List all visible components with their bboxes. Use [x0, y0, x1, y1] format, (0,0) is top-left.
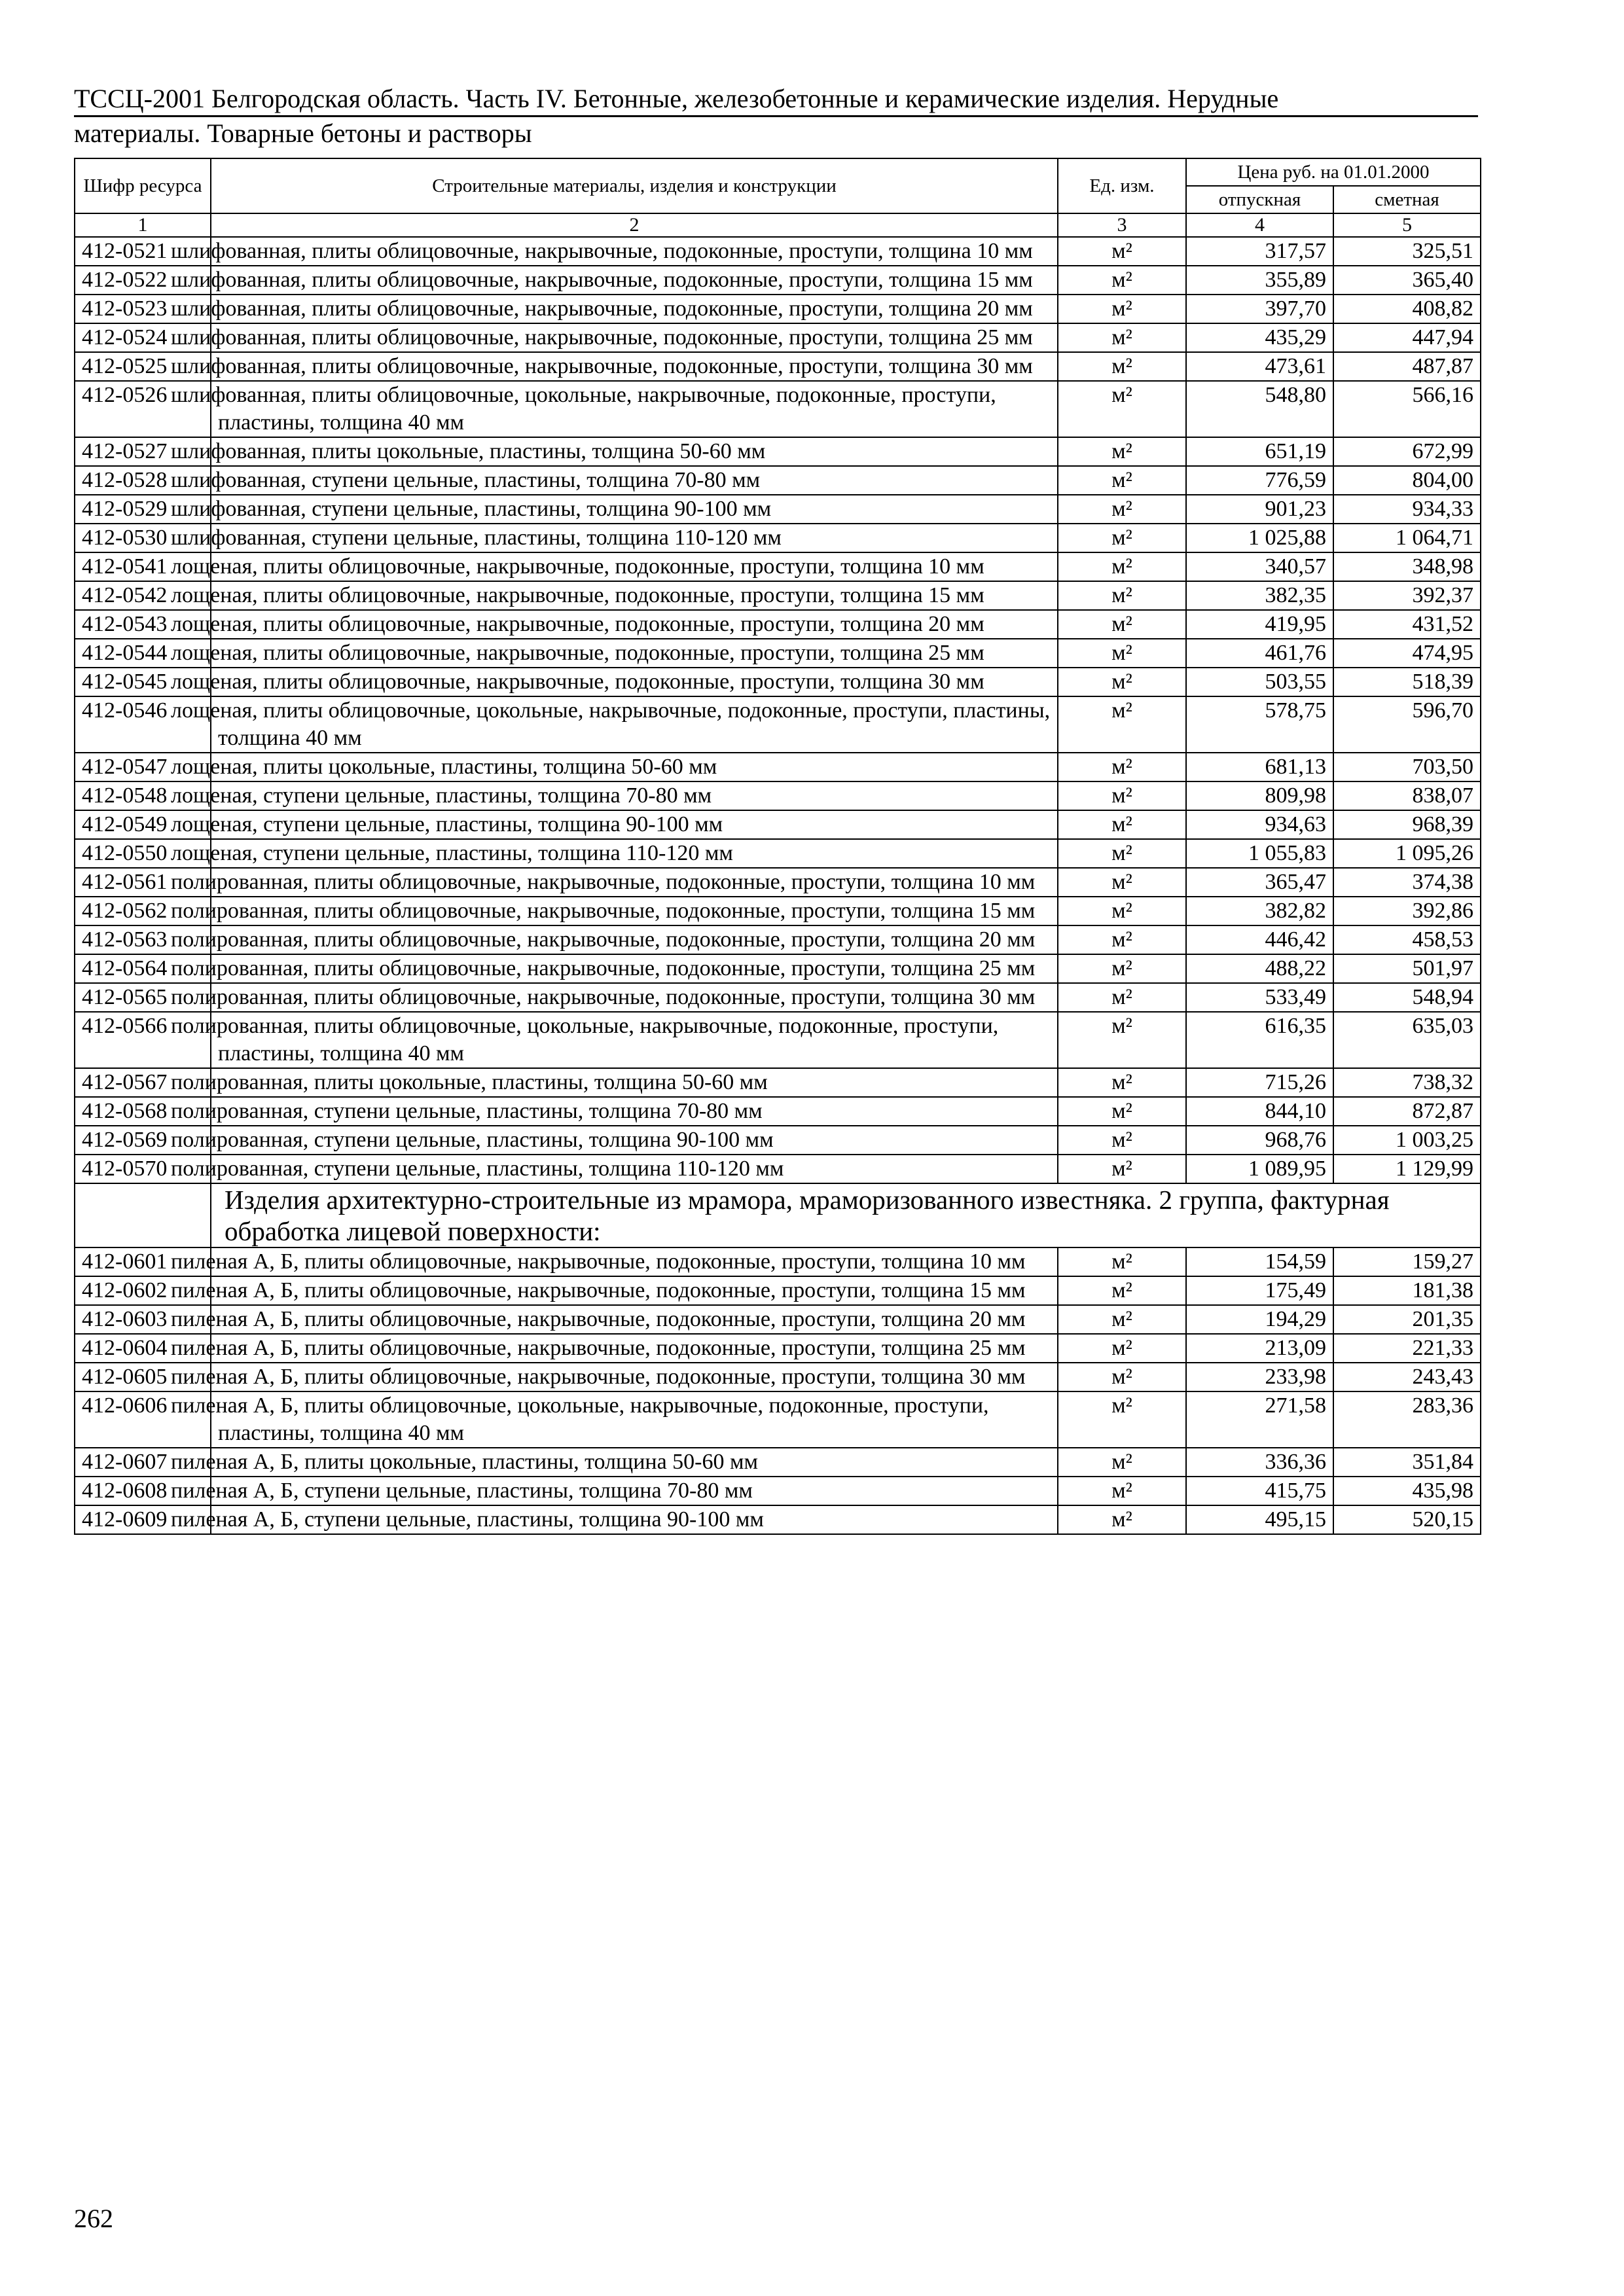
material-description: лощеная, плиты облицовочные, накрывочные, подоконные, проступи, толщина 15 мм	[211, 581, 1058, 610]
unit-of-measure: м²	[1058, 839, 1186, 868]
material-description: полированная, ступени цельные, пластины, толщина 70-80 мм	[211, 1097, 1058, 1126]
col-number: 3	[1058, 213, 1186, 237]
table-row	[75, 552, 1481, 581]
col-header-unit: Ед. изм.	[1058, 158, 1186, 213]
estimate-price: 431,52	[1333, 610, 1481, 639]
resource-code: 412-0561	[75, 868, 211, 897]
table-row	[75, 495, 1481, 524]
table-row	[75, 1305, 1481, 1334]
unit-of-measure: м²	[1058, 1334, 1186, 1363]
col-header-estimate: сметная	[1333, 186, 1481, 213]
release-price: 194,29	[1186, 1305, 1333, 1334]
col-header-price: Цена руб. на 01.01.2000	[1186, 158, 1481, 186]
release-price: 271,58	[1186, 1391, 1333, 1448]
unit-of-measure: м²	[1058, 323, 1186, 352]
resource-code: 412-0543	[75, 610, 211, 639]
release-price: 776,59	[1186, 466, 1333, 495]
estimate-price: 872,87	[1333, 1097, 1481, 1126]
estimate-price: 283,36	[1333, 1391, 1481, 1448]
material-description: лощеная, плиты облицовочные, накрывочные, подоконные, проступи, толщина 30 мм	[211, 668, 1058, 696]
resource-code: 412-0530	[75, 524, 211, 552]
estimate-price: 1 003,25	[1333, 1126, 1481, 1155]
material-description: пиленая А, Б, ступени цельные, пластины, толщина 70-80 мм	[211, 1477, 1058, 1505]
material-description: шлифованная, плиты цокольные, пластины, толщина 50-60 мм	[211, 437, 1058, 466]
release-price: 365,47	[1186, 868, 1333, 897]
release-price: 1 055,83	[1186, 839, 1333, 868]
release-price: 461,76	[1186, 639, 1333, 668]
col-header-release: отпускная	[1186, 186, 1333, 213]
table-row	[75, 266, 1481, 295]
unit-of-measure: м²	[1058, 753, 1186, 781]
column-number-row	[75, 213, 1481, 237]
resource-code: 412-0525	[75, 352, 211, 381]
table-row	[75, 237, 1481, 266]
table-row	[75, 1012, 1481, 1068]
unit-of-measure: м²	[1058, 897, 1186, 925]
document-header	[74, 84, 1478, 149]
release-price: 473,61	[1186, 352, 1333, 381]
release-price: 317,57	[1186, 237, 1333, 266]
unit-of-measure: м²	[1058, 868, 1186, 897]
resource-code: 412-0527	[75, 437, 211, 466]
estimate-price: 738,32	[1333, 1068, 1481, 1097]
table-row	[75, 1363, 1481, 1391]
material-description: шлифованная, ступени цельные, пластины, толщина 70-80 мм	[211, 466, 1058, 495]
col-number: 1	[75, 213, 211, 237]
unit-of-measure: м²	[1058, 1097, 1186, 1126]
release-price: 578,75	[1186, 696, 1333, 753]
release-price: 548,80	[1186, 381, 1333, 437]
unit-of-measure: м²	[1058, 983, 1186, 1012]
estimate-price: 243,43	[1333, 1363, 1481, 1391]
estimate-price: 351,84	[1333, 1448, 1481, 1477]
estimate-price: 838,07	[1333, 781, 1481, 810]
material-description: лощеная, ступени цельные, пластины, толщина 70-80 мм	[211, 781, 1058, 810]
unit-of-measure: м²	[1058, 1448, 1186, 1477]
resource-code: 412-0522	[75, 266, 211, 295]
release-price: 419,95	[1186, 610, 1333, 639]
material-description: пиленая А, Б, плиты облицовочные, накрывочные, подоконные, проступи, толщина 25 мм	[211, 1334, 1058, 1363]
unit-of-measure: м²	[1058, 925, 1186, 954]
resource-code: 412-0529	[75, 495, 211, 524]
table-row	[75, 1247, 1481, 1276]
unit-of-measure: м²	[1058, 466, 1186, 495]
resource-code: 412-0607	[75, 1448, 211, 1477]
table-row	[75, 839, 1481, 868]
resource-code: 412-0563	[75, 925, 211, 954]
unit-of-measure: м²	[1058, 552, 1186, 581]
unit-of-measure: м²	[1058, 1155, 1186, 1183]
estimate-price: 635,03	[1333, 1012, 1481, 1068]
resource-code: 412-0568	[75, 1097, 211, 1126]
resource-code: 412-0609	[75, 1505, 211, 1534]
header-line-1: ТССЦ-2001 Белгородская область. Часть IV. Бетонные, железобетонные и керамические изделия. Нерудные	[74, 84, 1478, 117]
table-row	[75, 1334, 1481, 1363]
estimate-price: 703,50	[1333, 753, 1481, 781]
unit-of-measure: м²	[1058, 1505, 1186, 1534]
estimate-price: 501,97	[1333, 954, 1481, 983]
material-description: шлифованная, плиты облицовочные, накрывочные, подоконные, проступи, толщина 25 мм	[211, 323, 1058, 352]
estimate-price: 1 095,26	[1333, 839, 1481, 868]
resource-code: 412-0569	[75, 1126, 211, 1155]
resource-code: 412-0528	[75, 466, 211, 495]
release-price: 533,49	[1186, 983, 1333, 1012]
col-number: 2	[211, 213, 1058, 237]
estimate-price: 374,38	[1333, 868, 1481, 897]
table-row	[75, 1126, 1481, 1155]
unit-of-measure: м²	[1058, 581, 1186, 610]
resource-code: 412-0542	[75, 581, 211, 610]
material-description: лощеная, ступени цельные, пластины, толщина 110-120 мм	[211, 839, 1058, 868]
resource-code: 412-0562	[75, 897, 211, 925]
resource-code: 412-0567	[75, 1068, 211, 1097]
material-description: лощеная, плиты облицовочные, накрывочные, подоконные, проступи, толщина 20 мм	[211, 610, 1058, 639]
estimate-price: 348,98	[1333, 552, 1481, 581]
estimate-price: 159,27	[1333, 1247, 1481, 1276]
resource-code: 412-0549	[75, 810, 211, 839]
material-description: пиленая А, Б, ступени цельные, пластины, толщина 90-100 мм	[211, 1505, 1058, 1534]
resource-code: 412-0550	[75, 839, 211, 868]
resource-code: 412-0605	[75, 1363, 211, 1391]
material-description: лощеная, ступени цельные, пластины, толщина 90-100 мм	[211, 810, 1058, 839]
col-header-code: Шифр ресурса	[75, 158, 211, 213]
estimate-price: 408,82	[1333, 295, 1481, 323]
table-row	[75, 954, 1481, 983]
page-number: 262	[74, 2204, 113, 2233]
unit-of-measure: м²	[1058, 495, 1186, 524]
estimate-price: 520,15	[1333, 1505, 1481, 1534]
material-description: шлифованная, ступени цельные, пластины, толщина 110-120 мм	[211, 524, 1058, 552]
resource-code: 412-0608	[75, 1477, 211, 1505]
estimate-price: 181,38	[1333, 1276, 1481, 1305]
unit-of-measure: м²	[1058, 781, 1186, 810]
estimate-price: 672,99	[1333, 437, 1481, 466]
estimate-price: 804,00	[1333, 466, 1481, 495]
unit-of-measure: м²	[1058, 266, 1186, 295]
col-number: 5	[1333, 213, 1481, 237]
release-price: 340,57	[1186, 552, 1333, 581]
table-header	[75, 158, 1481, 237]
material-description: шлифованная, плиты облицовочные, цокольные, накрывочные, подоконные, проступи, пластины, толщина 40 мм	[211, 381, 1058, 437]
resource-code: 412-0545	[75, 668, 211, 696]
table-row	[75, 1068, 1481, 1097]
unit-of-measure: м²	[1058, 1276, 1186, 1305]
release-price: 213,09	[1186, 1334, 1333, 1363]
estimate-price: 487,87	[1333, 352, 1481, 381]
estimate-price: 458,53	[1333, 925, 1481, 954]
release-price: 934,63	[1186, 810, 1333, 839]
release-price: 415,75	[1186, 1477, 1333, 1505]
resource-code: 412-0546	[75, 696, 211, 753]
estimate-price: 392,37	[1333, 581, 1481, 610]
table-row	[75, 897, 1481, 925]
table-row	[75, 668, 1481, 696]
unit-of-measure: м²	[1058, 352, 1186, 381]
release-price: 488,22	[1186, 954, 1333, 983]
col-header-name: Строительные материалы, изделия и конструкции	[211, 158, 1058, 213]
material-description: полированная, ступени цельные, пластины, толщина 110-120 мм	[211, 1155, 1058, 1183]
material-description: пиленая А, Б, плиты цокольные, пластины, толщина 50-60 мм	[211, 1448, 1058, 1477]
material-description: полированная, плиты облицовочные, накрывочные, подоконные, проступи, толщина 20 мм	[211, 925, 1058, 954]
estimate-price: 566,16	[1333, 381, 1481, 437]
unit-of-measure: м²	[1058, 1247, 1186, 1276]
table-row	[75, 868, 1481, 897]
resource-code: 412-0547	[75, 753, 211, 781]
material-description: шлифованная, плиты облицовочные, накрывочные, подоконные, проступи, толщина 20 мм	[211, 295, 1058, 323]
release-price: 681,13	[1186, 753, 1333, 781]
release-price: 901,23	[1186, 495, 1333, 524]
release-price: 382,35	[1186, 581, 1333, 610]
table-row	[75, 1391, 1481, 1448]
resource-code: 412-0570	[75, 1155, 211, 1183]
table-row	[75, 1477, 1481, 1505]
table-body	[75, 237, 1481, 1534]
release-price: 355,89	[1186, 266, 1333, 295]
material-description: полированная, плиты облицовочные, накрывочные, подоконные, проступи, толщина 15 мм	[211, 897, 1058, 925]
estimate-price: 221,33	[1333, 1334, 1481, 1363]
table-row	[75, 1448, 1481, 1477]
unit-of-measure: м²	[1058, 639, 1186, 668]
unit-of-measure: м²	[1058, 954, 1186, 983]
release-price: 503,55	[1186, 668, 1333, 696]
release-price: 495,15	[1186, 1505, 1333, 1534]
estimate-price: 201,35	[1333, 1305, 1481, 1334]
release-price: 616,35	[1186, 1012, 1333, 1068]
unit-of-measure: м²	[1058, 610, 1186, 639]
resource-code: 412-0523	[75, 295, 211, 323]
estimate-price: 325,51	[1333, 237, 1481, 266]
release-price: 336,36	[1186, 1448, 1333, 1477]
estimate-price: 596,70	[1333, 696, 1481, 753]
table-row	[75, 352, 1481, 381]
unit-of-measure: м²	[1058, 1068, 1186, 1097]
estimate-price: 518,39	[1333, 668, 1481, 696]
unit-of-measure: м²	[1058, 668, 1186, 696]
section-blank-cell	[75, 1183, 211, 1247]
table-row	[75, 524, 1481, 552]
material-description: шлифованная, плиты облицовочные, накрывочные, подоконные, проступи, толщина 30 мм	[211, 352, 1058, 381]
release-price: 382,82	[1186, 897, 1333, 925]
resource-code: 412-0521	[75, 237, 211, 266]
release-price: 435,29	[1186, 323, 1333, 352]
table-row	[75, 639, 1481, 668]
unit-of-measure: м²	[1058, 1012, 1186, 1068]
material-description: полированная, ступени цельные, пластины, толщина 90-100 мм	[211, 1126, 1058, 1155]
release-price: 1 025,88	[1186, 524, 1333, 552]
material-description: полированная, плиты облицовочные, цокольные, накрывочные, подоконные, проступи, пластины, толщина 40 мм	[211, 1012, 1058, 1068]
release-price: 154,59	[1186, 1247, 1333, 1276]
table-row	[75, 610, 1481, 639]
unit-of-measure: м²	[1058, 696, 1186, 753]
release-price: 233,98	[1186, 1363, 1333, 1391]
table-row	[75, 1097, 1481, 1126]
release-price: 446,42	[1186, 925, 1333, 954]
header-line-2: материалы. Товарные бетоны и растворы	[74, 118, 532, 148]
material-description: пиленая А, Б, плиты облицовочные, накрывочные, подоконные, проступи, толщина 30 мм	[211, 1363, 1058, 1391]
resource-code: 412-0566	[75, 1012, 211, 1068]
resource-code: 412-0526	[75, 381, 211, 437]
estimate-price: 392,86	[1333, 897, 1481, 925]
estimate-price: 548,94	[1333, 983, 1481, 1012]
resource-code: 412-0565	[75, 983, 211, 1012]
release-price: 1 089,95	[1186, 1155, 1333, 1183]
unit-of-measure: м²	[1058, 1391, 1186, 1448]
material-description: шлифованная, ступени цельные, пластины, толщина 90-100 мм	[211, 495, 1058, 524]
table-row	[75, 781, 1481, 810]
table-row	[75, 437, 1481, 466]
release-price: 844,10	[1186, 1097, 1333, 1126]
material-description: лощеная, плиты облицовочные, накрывочные, подоконные, проступи, толщина 25 мм	[211, 639, 1058, 668]
table-row	[75, 1155, 1481, 1183]
material-description: лощеная, плиты цокольные, пластины, толщина 50-60 мм	[211, 753, 1058, 781]
table-row	[75, 466, 1481, 495]
section-title: Изделия архитектурно-строительные из мрамора, мраморизованного известняка. 2 группа, фактурная обработка лицевой поверхности:	[211, 1183, 1481, 1247]
unit-of-measure: м²	[1058, 295, 1186, 323]
estimate-price: 1 064,71	[1333, 524, 1481, 552]
release-price: 175,49	[1186, 1276, 1333, 1305]
unit-of-measure: м²	[1058, 437, 1186, 466]
unit-of-measure: м²	[1058, 381, 1186, 437]
estimate-price: 934,33	[1333, 495, 1481, 524]
unit-of-measure: м²	[1058, 1477, 1186, 1505]
resource-code: 412-0603	[75, 1305, 211, 1334]
table-row	[75, 983, 1481, 1012]
release-price: 968,76	[1186, 1126, 1333, 1155]
release-price: 397,70	[1186, 295, 1333, 323]
estimate-price: 365,40	[1333, 266, 1481, 295]
material-description: пиленая А, Б, плиты облицовочные, накрывочные, подоконные, проступи, толщина 10 мм	[211, 1247, 1058, 1276]
estimate-price: 968,39	[1333, 810, 1481, 839]
resource-code: 412-0602	[75, 1276, 211, 1305]
material-description: полированная, плиты облицовочные, накрывочные, подоконные, проступи, толщина 25 мм	[211, 954, 1058, 983]
estimate-price: 474,95	[1333, 639, 1481, 668]
estimate-price: 435,98	[1333, 1477, 1481, 1505]
resource-code: 412-0564	[75, 954, 211, 983]
material-description: пиленая А, Б, плиты облицовочные, цокольные, накрывочные, подоконные, проступи, пластины, толщина 40 мм	[211, 1391, 1058, 1448]
estimate-price: 447,94	[1333, 323, 1481, 352]
material-description: пиленая А, Б, плиты облицовочные, накрывочные, подоконные, проступи, толщина 20 мм	[211, 1305, 1058, 1334]
price-table	[74, 158, 1481, 1535]
material-description: лощеная, плиты облицовочные, цокольные, накрывочные, подоконные, проступи, пластины, толщина 40 мм	[211, 696, 1058, 753]
material-description: пиленая А, Б, плиты облицовочные, накрывочные, подоконные, проступи, толщина 15 мм	[211, 1276, 1058, 1305]
resource-code: 412-0604	[75, 1334, 211, 1363]
release-price: 651,19	[1186, 437, 1333, 466]
resource-code: 412-0541	[75, 552, 211, 581]
table-row	[75, 295, 1481, 323]
unit-of-measure: м²	[1058, 524, 1186, 552]
unit-of-measure: м²	[1058, 1126, 1186, 1155]
material-description: полированная, плиты облицовочные, накрывочные, подоконные, проступи, толщина 10 мм	[211, 868, 1058, 897]
unit-of-measure: м²	[1058, 237, 1186, 266]
table-row	[75, 1505, 1481, 1534]
table-row	[75, 810, 1481, 839]
release-price: 715,26	[1186, 1068, 1333, 1097]
unit-of-measure: м²	[1058, 810, 1186, 839]
table-row	[75, 323, 1481, 352]
table-row	[75, 925, 1481, 954]
resource-code: 412-0548	[75, 781, 211, 810]
release-price: 809,98	[1186, 781, 1333, 810]
table-row	[75, 1276, 1481, 1305]
resource-code: 412-0544	[75, 639, 211, 668]
table-row	[75, 753, 1481, 781]
material-description: шлифованная, плиты облицовочные, накрывочные, подоконные, проступи, толщина 10 мм	[211, 237, 1058, 266]
resource-code: 412-0524	[75, 323, 211, 352]
table-row	[75, 381, 1481, 437]
resource-code: 412-0601	[75, 1247, 211, 1276]
material-description: лощеная, плиты облицовочные, накрывочные, подоконные, проступи, толщина 10 мм	[211, 552, 1058, 581]
material-description: шлифованная, плиты облицовочные, накрывочные, подоконные, проступи, толщина 15 мм	[211, 266, 1058, 295]
resource-code: 412-0606	[75, 1391, 211, 1448]
col-number: 4	[1186, 213, 1333, 237]
material-description: полированная, плиты облицовочные, накрывочные, подоконные, проступи, толщина 30 мм	[211, 983, 1058, 1012]
unit-of-measure: м²	[1058, 1305, 1186, 1334]
table-row	[75, 581, 1481, 610]
unit-of-measure: м²	[1058, 1363, 1186, 1391]
section-row	[75, 1183, 1481, 1247]
estimate-price: 1 129,99	[1333, 1155, 1481, 1183]
material-description: полированная, плиты цокольные, пластины, толщина 50-60 мм	[211, 1068, 1058, 1097]
table-row	[75, 696, 1481, 753]
